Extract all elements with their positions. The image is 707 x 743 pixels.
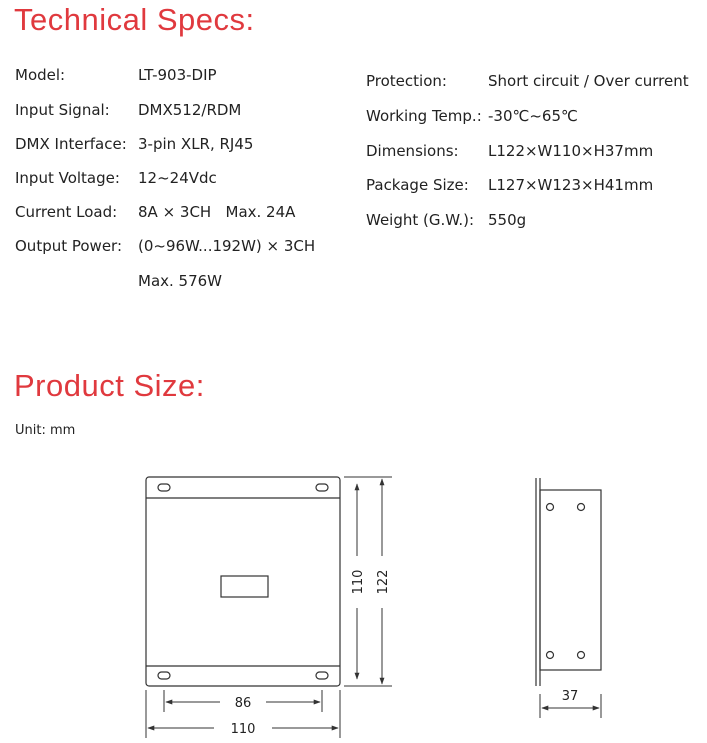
spec-value-input-voltage: 12~24Vdc bbox=[138, 169, 217, 187]
spec-label-input-voltage: Input Voltage: bbox=[15, 169, 120, 187]
spec-value-package-size: L127×W123×H41mm bbox=[488, 176, 654, 194]
dim-110-height: 110 bbox=[351, 569, 366, 595]
spec-value-weight: 550g bbox=[488, 211, 527, 229]
spec-value-input-signal: DMX512/RDM bbox=[138, 101, 242, 119]
unit-label: Unit: mm bbox=[15, 423, 76, 438]
spec-label-input-signal: Input Signal: bbox=[15, 101, 110, 119]
dim-86: 86 bbox=[234, 696, 252, 711]
mount-slot-top-right bbox=[316, 484, 328, 491]
spec-value-dmx-interface: 3-pin XLR, RJ45 bbox=[138, 135, 254, 153]
dim-122: 122 bbox=[376, 569, 391, 595]
side-hole-4 bbox=[578, 652, 585, 659]
dim-110-width: 110 bbox=[230, 722, 256, 737]
side-hole-1 bbox=[547, 504, 554, 511]
spec-value-working-temp: -30℃~65℃ bbox=[488, 107, 578, 125]
side-hole-2 bbox=[578, 504, 585, 511]
spec-value-model: LT-903-DIP bbox=[138, 66, 217, 84]
spec-value-output-power-max: Max. 576W bbox=[138, 272, 223, 290]
product-size-title: Product Size: bbox=[14, 368, 205, 403]
spec-label-protection: Protection: bbox=[366, 72, 447, 90]
front-view bbox=[146, 477, 340, 686]
spec-label-dimensions: Dimensions: bbox=[366, 142, 459, 160]
spec-value-protection: Short circuit / Over current bbox=[488, 72, 689, 90]
spec-label-weight: Weight (G.W.): bbox=[366, 211, 475, 229]
mount-slot-top-left bbox=[158, 484, 170, 491]
mount-slot-bottom-left bbox=[158, 672, 170, 679]
spec-label-working-temp: Working Temp.: bbox=[366, 107, 482, 125]
mount-slot-bottom-right bbox=[316, 672, 328, 679]
spec-label-package-size: Package Size: bbox=[366, 176, 469, 194]
spec-value-current-load: 8A × 3CH Max. 24A bbox=[138, 203, 296, 221]
spec-label-current-load: Current Load: bbox=[15, 203, 118, 221]
side-view bbox=[536, 478, 601, 686]
spec-value-dimensions: L122×W110×H37mm bbox=[488, 142, 654, 160]
spec-value-output-power: (0~96W...192W) × 3CH bbox=[138, 237, 316, 255]
side-hole-3 bbox=[547, 652, 554, 659]
spec-label-model: Model: bbox=[15, 66, 66, 84]
spec-label-output-power: Output Power: bbox=[15, 237, 123, 255]
spec-label-dmx-interface: DMX Interface: bbox=[15, 135, 127, 153]
technical-specs-title: Technical Specs: bbox=[14, 2, 255, 37]
label-window bbox=[221, 576, 268, 597]
front-outline bbox=[146, 477, 340, 686]
dim-37: 37 bbox=[561, 689, 579, 704]
